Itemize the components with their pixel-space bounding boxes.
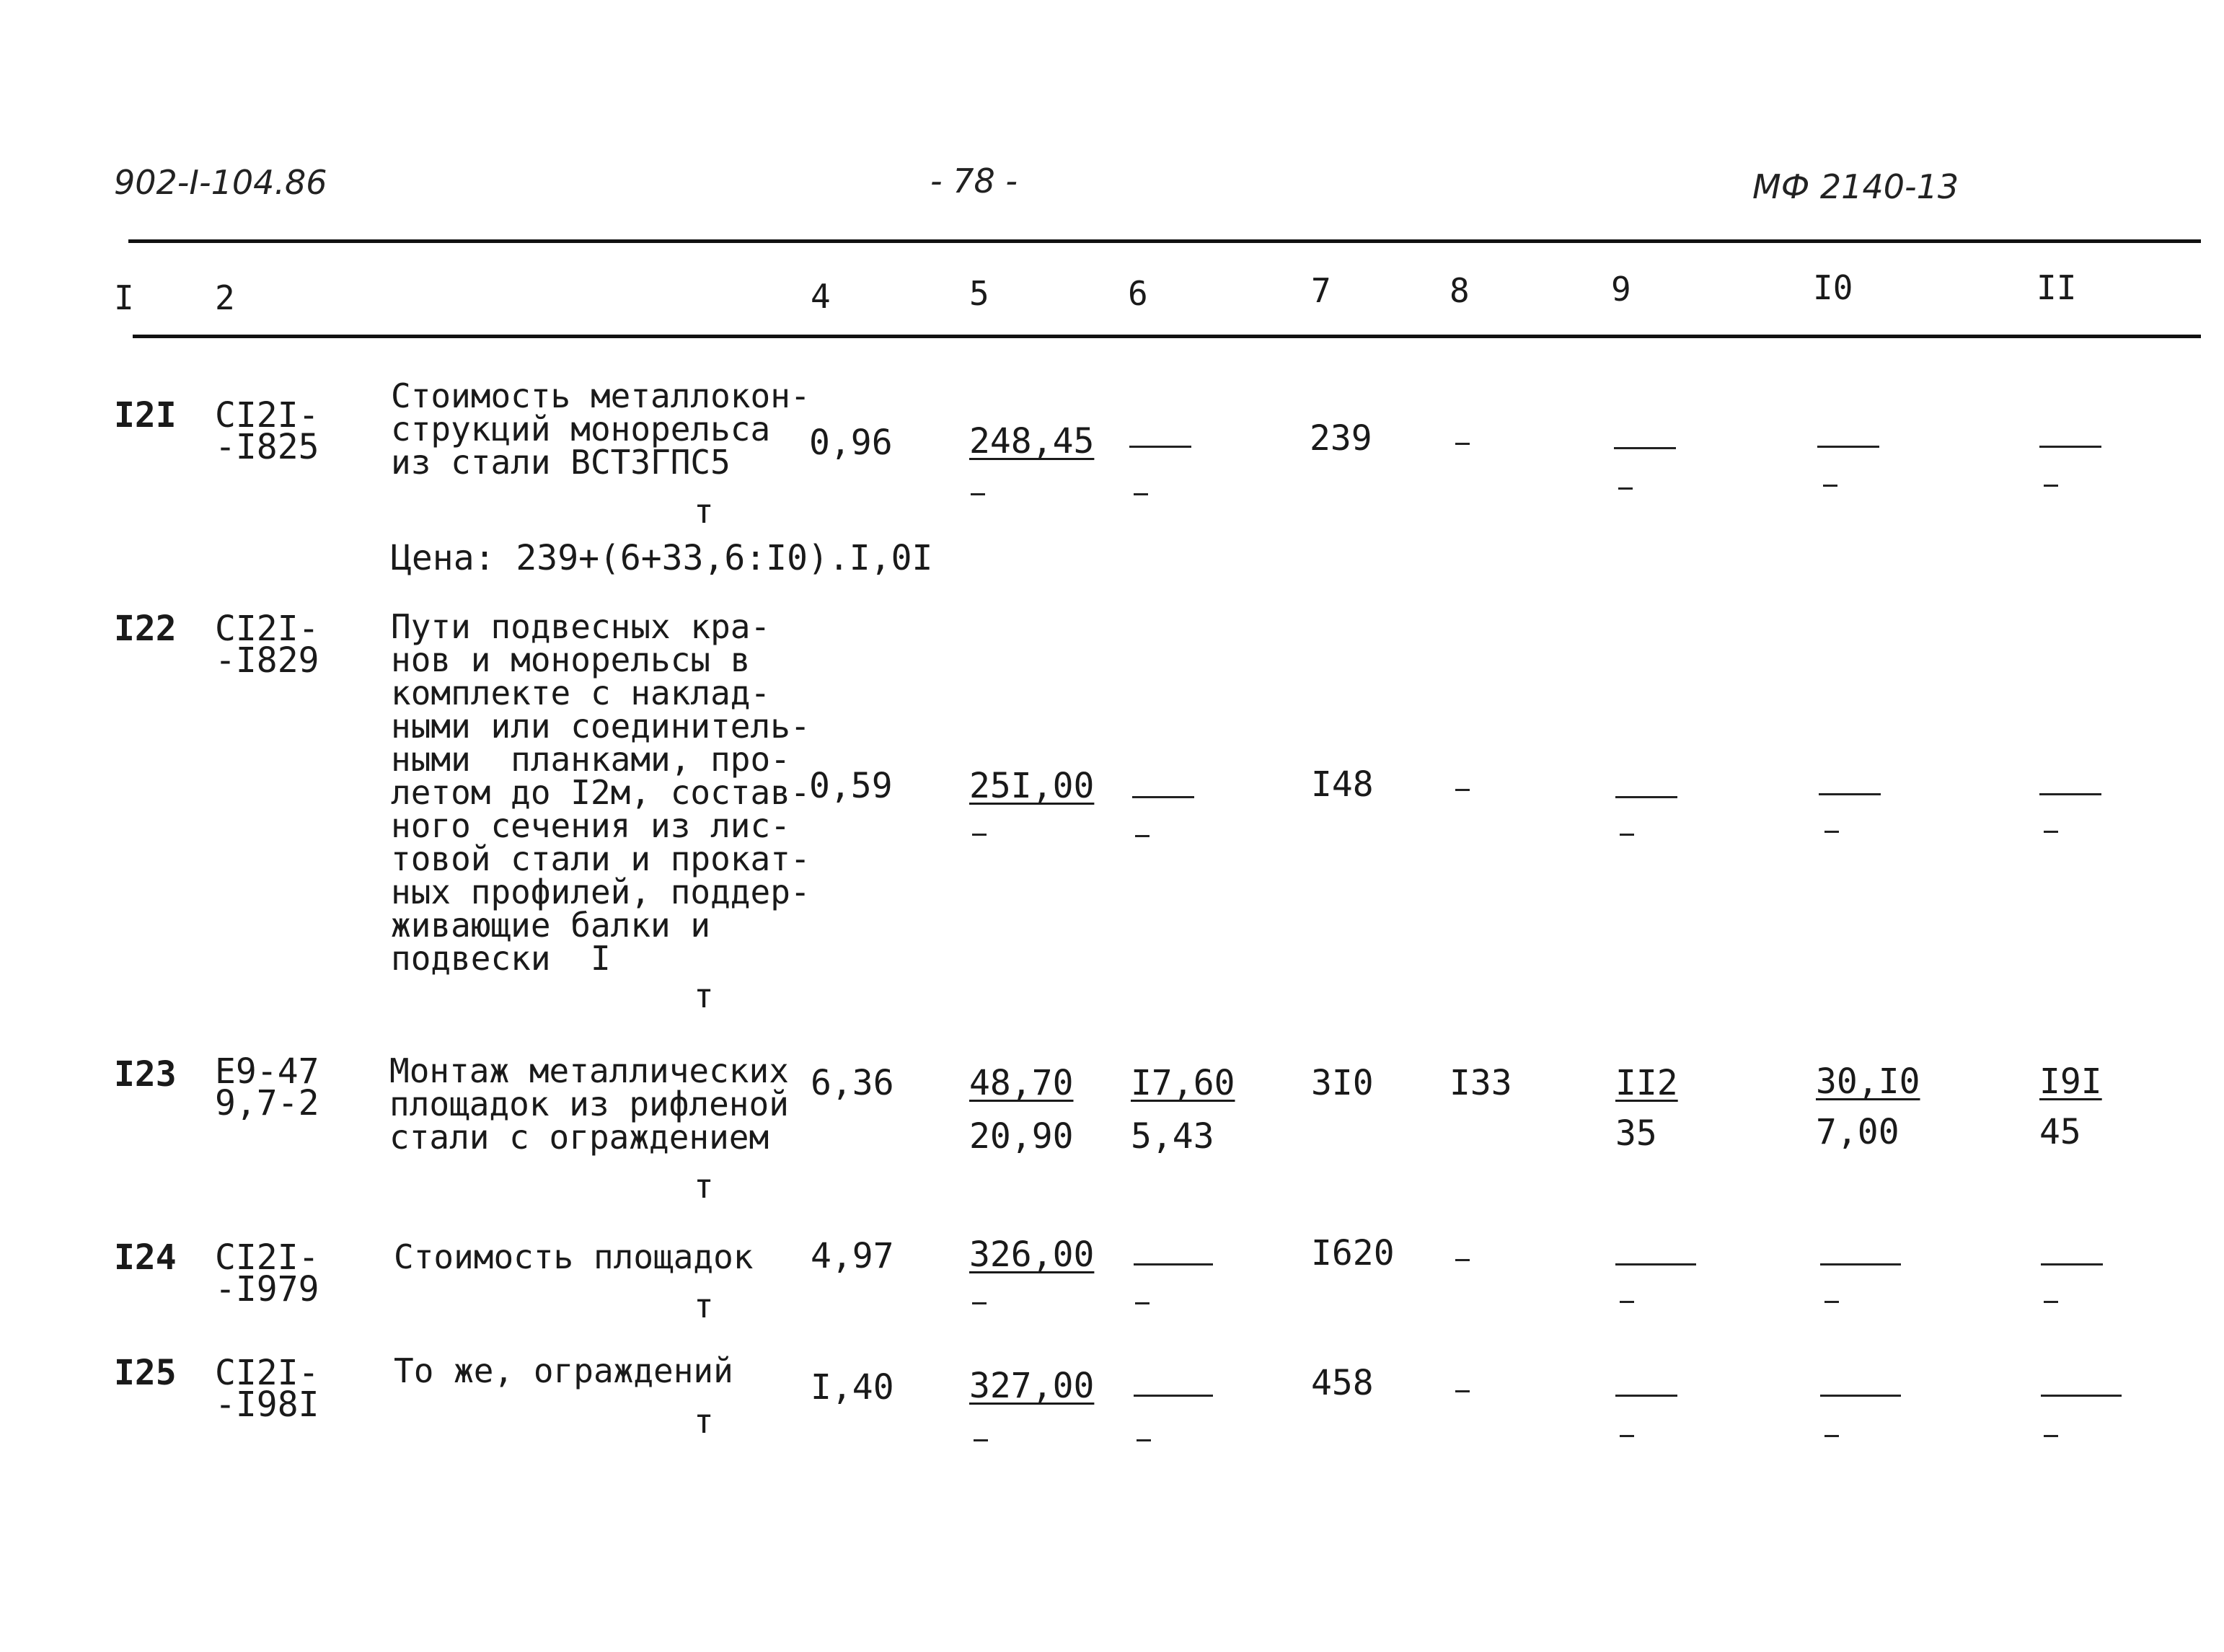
total-cost-value: I48 [1311, 764, 1374, 805]
unit-cost-sub-dash [974, 1439, 988, 1441]
item-description-line: нов и монорельсы в [391, 640, 751, 679]
col-header-8: 8 [1449, 271, 1470, 310]
col10-value: 30,I0 [1816, 1061, 1920, 1102]
unit-label: т [694, 492, 714, 531]
col6-dash [1129, 446, 1191, 448]
item-code-line: -I98I [215, 1384, 319, 1425]
col10-dash [1819, 793, 1881, 795]
page-number: - 78 - [930, 162, 1018, 200]
col9-dash [1614, 447, 1676, 449]
item-description-line: товой стали и прокат- [391, 839, 811, 878]
item-description-line: из стали ВСТ3ГПС5 [391, 443, 731, 482]
item-description-line: ными или соединитель- [391, 707, 811, 746]
col9-sub-dash [1620, 1301, 1634, 1303]
col6-sub-dash [1135, 1302, 1149, 1304]
row-number: I23 [114, 1054, 177, 1095]
item-description-line: Стоимость площадок [394, 1237, 754, 1276]
col9-sub-value: 35 [1615, 1113, 1657, 1154]
col11-sub-value: 45 [2039, 1112, 2081, 1152]
total-cost-value: 239 [1310, 418, 1372, 459]
unit-label: т [694, 1286, 714, 1325]
item-description-line: струкций монорельса [391, 410, 771, 449]
unit-cost-value: 25I,00 [969, 766, 1095, 806]
col-header-4: 4 [811, 277, 831, 316]
col10-sub-value: 7,00 [1816, 1112, 1899, 1152]
row-number: I25 [114, 1353, 177, 1393]
unit-label: т [694, 976, 714, 1015]
price-formula: Цена: 239+(6+33,6:I0).I,0I [391, 538, 933, 578]
total-cost-value: I620 [1311, 1233, 1395, 1273]
col10-dash [1820, 1263, 1901, 1265]
item-description-line: ных профилей, поддер- [391, 873, 811, 911]
unit-label: т [694, 1167, 714, 1206]
col11-dash [2039, 793, 2101, 795]
col9-value: II2 [1615, 1063, 1678, 1103]
item-description-line: площадок из рифленой [389, 1085, 789, 1123]
unit-cost-sub-dash [972, 834, 987, 836]
unit-label: т [694, 1402, 714, 1441]
item-description-line: комплекте с наклад- [391, 673, 771, 712]
sheet-code: МФ 2140-13 [1752, 167, 1959, 206]
item-description-line: подвески I [391, 939, 611, 978]
row-number: I22 [114, 609, 177, 649]
item-description-line: То же, ограждений [394, 1351, 733, 1390]
col11-dash [2041, 1263, 2103, 1265]
item-description-line: стали с ограждением [389, 1118, 769, 1157]
quantity-value: 4,97 [811, 1236, 894, 1276]
col10-dash [1817, 446, 1879, 448]
col-header-1: I [114, 278, 134, 317]
total-cost-value: 458 [1311, 1363, 1374, 1403]
header-bottom-rule [133, 335, 2201, 338]
unit-cost-value: 326,00 [969, 1234, 1095, 1275]
item-code-line: 9,7-2 [215, 1083, 319, 1123]
item-code-line: -I979 [215, 1269, 319, 1309]
total-cost-value: 3I0 [1311, 1063, 1374, 1103]
col9-dash [1615, 1395, 1677, 1397]
item-code-line: CI2I- [215, 1353, 319, 1393]
unit-cost-value: 327,00 [969, 1366, 1095, 1406]
col10-sub-dash [1824, 831, 1839, 833]
item-code-line: CI2I- [215, 395, 319, 436]
col11-value: I9I [2039, 1061, 2102, 1102]
item-code-line: E9-47 [215, 1051, 319, 1092]
row-number: I24 [114, 1237, 177, 1278]
col10-sub-dash [1823, 485, 1837, 487]
col-header-7: 7 [1311, 271, 1331, 310]
col6-sub-dash [1135, 835, 1149, 837]
unit-cost-sub-dash [972, 1302, 987, 1304]
document-code: 902-I-104.86 [114, 163, 327, 202]
col10-sub-dash [1824, 1301, 1839, 1303]
col11-sub-dash [2044, 1435, 2058, 1437]
item-description-line: ными планками, про- [391, 740, 790, 779]
col-header-10: I0 [1813, 268, 1853, 307]
col11-dash [2039, 446, 2101, 448]
col6-sub-value: 5,43 [1131, 1116, 1214, 1157]
col6-dash [1134, 1263, 1213, 1265]
unit-cost-value: 48,70 [969, 1063, 1074, 1103]
item-code-line: CI2I- [215, 609, 319, 649]
col9-dash [1615, 796, 1677, 798]
col11-sub-dash [2044, 831, 2058, 833]
col8-dash [1455, 443, 1470, 445]
col10-sub-dash [1824, 1435, 1839, 1437]
col-header-9: 9 [1611, 270, 1631, 309]
col8-dash [1455, 1259, 1470, 1261]
row-number: I2I [114, 395, 177, 436]
col11-sub-dash [2044, 1301, 2058, 1303]
quantity-value: 0,59 [809, 766, 893, 806]
item-description-line: Монтаж металлических [389, 1051, 789, 1090]
col6-dash [1134, 1395, 1213, 1397]
col11-dash [2041, 1395, 2122, 1397]
col-header-5: 5 [969, 274, 989, 313]
item-description-line: Пути подвесных кра- [391, 607, 771, 646]
col8-dash [1455, 789, 1470, 791]
item-description-line: живающие балки и [391, 906, 711, 945]
col11-sub-dash [2044, 485, 2058, 487]
col6-sub-dash [1137, 1439, 1151, 1441]
item-code-line: -I825 [215, 427, 319, 467]
quantity-value: 0,96 [809, 423, 893, 463]
unit-cost-sub-value: 20,90 [969, 1116, 1074, 1157]
col-header-11: II [2037, 268, 2077, 307]
unit-cost-sub-dash [971, 493, 985, 495]
col6-sub-dash [1134, 493, 1148, 495]
quantity-value: I,40 [811, 1367, 894, 1408]
col9-sub-dash [1620, 834, 1634, 836]
col8-dash [1455, 1390, 1470, 1392]
quantity-value: 6,36 [811, 1063, 894, 1103]
col6-value: I7,60 [1131, 1063, 1235, 1103]
col6-dash [1132, 796, 1194, 798]
col8-value: I33 [1449, 1063, 1512, 1103]
item-code-line: CI2I- [215, 1237, 319, 1278]
col-header-2: 2 [215, 278, 235, 317]
col-header-6: 6 [1128, 274, 1148, 313]
item-description-line: ного сечения из лис- [391, 806, 790, 845]
col9-dash [1615, 1263, 1696, 1265]
unit-cost-value: 248,45 [969, 421, 1095, 461]
col10-dash [1820, 1395, 1901, 1397]
item-description-line: летом до I2м, состав- [391, 773, 811, 812]
item-description-line: Стоимость металлокон- [391, 376, 811, 415]
col9-sub-dash [1620, 1435, 1634, 1437]
header-top-rule [128, 239, 2201, 243]
item-code-line: -I829 [215, 640, 319, 681]
col9-sub-dash [1618, 487, 1633, 490]
